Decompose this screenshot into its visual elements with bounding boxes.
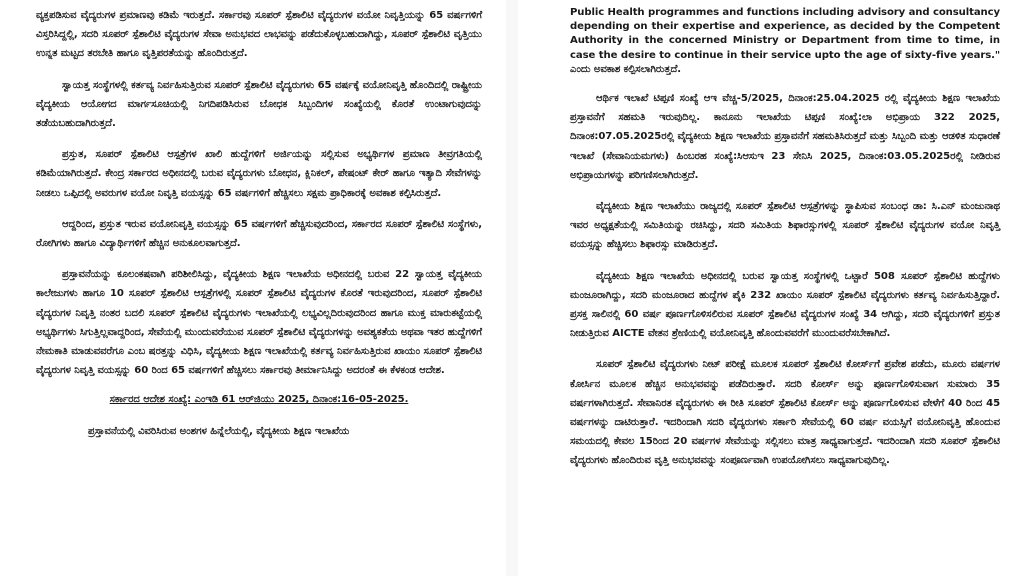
paragraph-english-quote: Public Health programmes and functions including advisory and consultancy depending on their expertise and experience, as decided by the Competent Authority in the concerned Ministry or Department from time to time, in case the desire to continue in their service upto the age of sixty-five years." ಎಂದು ಅವಕಾಶ ಕಲ್ಪಿಸಲಾಗಿರುತ್ತದೆ.: [570, 7, 1000, 75]
paragraph-vacancy-applicants: ಪ್ರಸ್ತುತ, ಸೂಪರ್ ಸ್ಪೆಶಾಲಿಟಿ ಆಸ್ಪತ್ರೆಗಳ ಖಾಲಿ ಹುದ್ದೆಗಳಿಗೆ ಅರ್ಜಿಯನ್ನು ಸಲ್ಲಿಸುವ ಅಭ್ಯರ್ಥಿಗಳ ಪ್ರಮಾಣ ತೀವ್ರಗತಿಯಲ್ಲಿ ಕಡಿಮೆಯಾಗಿರುತ್ತದೆ. ಕೇಂದ್ರ ಸರ್ಕಾರದ ಅಧೀನದಲ್ಲಿ ಬರುವ ವೈದ್ಯರುಗಳು ಬೋಧನ, ಕ್ಲಿನಿಕಲ್, ಪೇಷಂಟ್ ಕೇರ್ ಹಾಗೂ ಇತ್ಯಾದಿ ಸೇವೆಗಳನ್ನು ನೀಡಲು ಒಪ್ಪಿದಲ್ಲಿ ಅವರುಗಳ ವಯೋ ನಿವೃತ್ತಿ ವಯಸ್ಸನ್ನು 65 ವರ್ಷಗಳಿಗೆ ಹೆಚ್ಚಿಸಲು ಸಕ್ಷಮ ಪ್ರಾಧಿಕಾರಕ್ಕೆ ಅವಕಾಶ ಕಲ್ಪಿಸಿರುತ್ತದೆ.: [36, 149, 482, 199]
government-order-number: ಸರ್ಕಾರದ ಆದೇಶ ಸಂಖ್ಯೆ: ಎಂಇಡಿ 61 ಆರ್‌ಜಿಯು 2025, ದಿನಾಂಕ:16-05-2025.: [109, 394, 409, 406]
paragraph-sanctioned-posts: ವೈದ್ಯಕೀಯ ಶಿಕ್ಷಣ ಇಲಾಖೆಯ ಅಧೀನದಲ್ಲಿ ಬರುವ ಸ್ವಾಯತ್ತ ಸಂಸ್ಥೆಗಳಲ್ಲಿ ಒಟ್ಟಾರೆ 508 ಸೂಪರ್ ಸ್ಪೆಶಾಲಿಟಿ ಹುದ್ದೆಗಳು ಮಂಜೂರಾಗಿದ್ದು, ಸದರಿ ಮಂಜೂರಾದ ಹುದ್ದೆಗಳ ಪೈಕಿ 232 ಖಾಯಂ ಸೂಪರ್ ಸ್ಪೆಶಾಲಿಟಿ ವೈದ್ಯರುಗಳು ಕರ್ತವ್ಯ ನಿರ್ವಹಿಸುತ್ತಿದ್ದಾರೆ. ಪ್ರಸಕ್ತ ಸಾಲಿನಲ್ಲಿ 60 ವರ್ಷ ಪೂರ್ಣಗೊಳಿಸಲಿರುವ ಸೂಪರ್ ಸ್ಪೆಶಾಲಿಟಿ ವೈದ್ಯರುಗಳ ಸಂಖ್ಯೆ 34 ಆಗಿದ್ದು, ಸದರಿ ವೈದ್ಯರುಗಳಿಗೆ ಪ್ರಸ್ತುತ ನೀಡುತ್ತಿರುವ AICTE ವೇತನ ಶ್ರೇಣಿಯಲ್ಲಿ ವಯೋನಿವೃತ್ತಿ ಹೊಂದುವವರೆಗೆ ಮುಂದುವರೆಸಬೇಕಾಗಿದೆ.: [570, 270, 1000, 340]
paragraph-therefore: ಆದ್ದರಿಂದ, ಪ್ರಸ್ತುತ ಇರುವ ವಯೋನಿವೃತ್ತಿ ವಯಸ್ಸನ್ನು 65 ವರ್ಷಗಳಿಗೆ ಹೆಚ್ಚಿಸುವುದರಿಂದ, ಸರ್ಕಾರದ ಸೂಪರ್ ಸ್ಪೆಶಾಲಿಟಿ ಸಂಸ್ಥೆಗಳು, ರೋಗಿಗಳು ಹಾಗೂ ವಿದ್ಯಾರ್ಥಿಗಳಿಗೆ ಹೆಚ್ಚಿನ ಅನುಕೂಲವಾಗುತ್ತದೆ.: [36, 218, 482, 250]
paragraph-neet-course-experience: ಸೂಪರ್ ಸ್ಪೆಶಾಲಿಟಿ ವೈದ್ಯರುಗಳು ನೀಟ್ ಪರೀಕ್ಷೆ ಮೂಲಕ ಸೂಪರ್ ಸ್ಪೆಶಾಲಿಟಿ ಕೋರ್ಸ್‌ಗೆ ಪ್ರವೇಶ ಪಡೆದು, ಮೂರು ವರ್ಷಗಳ ಕೋರ್ಸಿನ ಮೂಲಕ ಹೆಚ್ಚಿನ ಅನುಭವವನ್ನು ಪಡೆದಿರುತ್ತಾರೆ. ಸದರಿ ಕೋರ್ಸ್ ಅನ್ನು ಪೂರ್ಣಗೊಳಿಸುವಾಗ ಸುಮಾರು 35 ವರ್ಷಗಳಾಗಿರುತ್ತದೆ. ಸೇವಾನಿರತ ವೈದ್ಯರುಗಳು ಈ ರೀತಿ ಸೂಪರ್ ಸ್ಪೆಶಾಲಿಟಿ ಕೋರ್ಸ್ ಅನ್ನು ಪೂರ್ಣಗೊಳಿಸುವ ವೇಳೆಗೆ 40 ರಿಂದ 45 ವರ್ಷಗಳನ್ನು ದಾಟಿರುತ್ತಾರೆ. ಇದರಿಂದಾಗಿ ಸದರಿ ವೈದ್ಯರುಗಳು ಸರ್ಕಾರಿ ಸೇವೆಯಲ್ಲಿ 60 ವರ್ಷ ವಯಸ್ಸಿಗೆ ವಯೋನಿವೃತ್ತಿ ಹೊಂದುವ ಸಮಯದಲ್ಲಿ ಕೇವಲ 15ರಿಂದ 20 ವರ್ಷಗಳ ಸೇವೆಯನ್ನು ಸಲ್ಲಿಸಲು ಮಾತ್ರ ಸಾಧ್ಯವಾಗುತ್ತದೆ. ಇದರಿಂದಾಗಿ ಸದರಿ ಸೂಪರ್ ಸ್ಪೆಶಾಲಿಟಿ ವೈದ್ಯರುಗಳು ಹೊಂದಿರುವ ವೃತ್ತಿ ಅನುಭವವನ್ನು ಸಂಪೂರ್ಣವಾಗಿ ಉಪಯೋಗಿಸಲು ಸಾಧ್ಯವಾಗುವುದಿಲ್ಲ.: [570, 359, 1000, 467]
left-document-page: [0, 0, 506, 576]
page-gutter: [506, 0, 518, 576]
paragraph-finance-law-notes: ಆರ್ಥಿಕ ಇಲಾಖೆ ಟಿಪ್ಪಣಿ ಸಂಖ್ಯೆ ಆಇ ವೆಚ್ಚ-5/2025, ದಿನಾಂಕ:25.04.2025 ರಲ್ಲಿ ವೈದ್ಯಕೀಯ ಶಿಕ್ಷಣ ಇಲಾಖೆಯ ಪ್ರಸ್ತಾವನೆಗೆ ಸಹಮತಿ ಇರುವುದಿಲ್ಲ. ಕಾನೂನು ಇಲಾಖೆಯ ಟಿಪ್ಪಣಿ ಸಂಖ್ಯೆ:ಲಾ ಅಭಿಪ್ರಾಯ 322 2025, ದಿನಾಂಕ:07.05.2025ರಲ್ಲಿ ವೈದ್ಯಕೀಯ ಶಿಕ್ಷಣ ಇಲಾಖೆಯ ಪ್ರಸ್ತಾವನೆಗೆ ಸಹಮತಿಸಿರುತ್ತದೆ ಮತ್ತು ಸಿಬ್ಬಂದಿ ಮತ್ತು ಆಡಳಿತ ಸುಧಾರಣೆ ಇಲಾಖೆ (ಸೇವಾನಿಯಮಗಳು) ಹಿಂಬರಹ ಸಂಖ್ಯೆ:ಸಿಆಸುಇ 23 ಸೇನಿಸಿ 2025, ದಿನಾಂಕ:03.05.2025ರಲ್ಲಿ ನೀಡಿರುವ ಅಭಿಪ್ರಾಯಗಳನ್ನು ಪರಿಗಣಿಸಲಾಗಿರುತ್ತದೆ.: [570, 93, 1000, 181]
paragraph-proposal-examined: ಪ್ರಸ್ತಾವನೆಯನ್ನು ಕೂಲಂಕಷವಾಗಿ ಪರಿಶೀಲಿಸಿದ್ದು, ವೈದ್ಯಕೀಯ ಶಿಕ್ಷಣ ಇಲಾಖೆಯ ಅಧೀನದಲ್ಲಿ ಬರುವ 22 ಸ್ವಾಯತ್ತ ವೈದ್ಯಕೀಯ ಕಾಲೇಜುಗಳು ಹಾಗೂ 10 ಸೂಪರ್ ಸ್ಪೆಶಾಲಿಟಿ ಆಸ್ಪತ್ರೆಗಳಲ್ಲಿ ಸೂಪರ್ ಸ್ಪೆಶಾಲಿಟಿ ವೈದ್ಯರುಗಳ ಕೊರತೆ ಇರುವುದರಿಂದ, ಸೂಪರ್ ಸ್ಪೆಶಾಲಿಟಿ ವೈದ್ಯರುಗಳ ನಿವೃತ್ತಿ ನಂತರ ಬದಲಿ ಸೂಪರ್ ಸ್ಪೆಶಾಲಿಟಿ ವೈದ್ಯರುಗಳು ಇಲಾಖೆಯಲ್ಲಿ ಲಭ್ಯವಿಲ್ಲದಿರುವುದರಿಂದ ಹಾಗೂ ಮುಕ್ತ ಮಾರುಕಟ್ಟೆಯಲ್ಲಿ ಅಭ್ಯರ್ಥಿಗಳು ಸಿಗುತ್ತಿಲ್ಲವಾದ್ದರಿಂದ, ಸೇವೆಯಲ್ಲಿ ಮುಂದುವರೆಯುವ ಸೂಪರ್ ಸ್ಪೆಶಾಲಿಟಿ ವೈದ್ಯರುಗಳನ್ನು ಅವಶ್ಯಕತೆಯ ಅಥವಾ ಇತರ ಹುದ್ದೆಗಳಿಗೆ ನೇಮಕಾತಿ ಮಾಡುವವರೆಗೂ ಎಂಬ ಷರತ್ತನ್ನು ವಿಧಿಸಿ, ವೈದ್ಯಕೀಯ ಶಿಕ್ಷಣ ಇಲಾಖೆಯಲ್ಲಿ ಕರ್ತವ್ಯ ನಿರ್ವಹಿಸುತ್ತಿರುವ ಖಾಯಂ ಸೂಪರ್ ಸ್ಪೆಶಾಲಿಟಿ ವೈದ್ಯರುಗಳ ನಿವೃತ್ತಿ ವಯಸ್ಸನ್ನು 60 ರಿಂದ 65 ವರ್ಷಗಳಿಗೆ ಹೆಚ್ಚಿಸಲು ಸರ್ಕಾರವು ತೀರ್ಮಾನಿಸಿದ್ದು ಅದರಂತೆ ಈ ಕೆಳಕಂಡ ಆದೇಶ.: [36, 269, 482, 377]
left-page-text-column: [36, 6, 482, 453]
right-document-page: [518, 0, 1024, 576]
right-page-text-column: [570, 6, 1000, 483]
paragraph-committee-recommendation: ವೈದ್ಯಕೀಯ ಶಿಕ್ಷಣ ಇಲಾಖೆಯು ರಾಜ್ಯದಲ್ಲಿ ಸೂಪರ್ ಸ್ಪೆಶಾಲಿಟಿ ಆಸ್ಪತ್ರೆಗಳನ್ನು ಸ್ಥಾಪಿಸುವ ಸಂಬಂಧ ಡಾ: ಸಿ.ಎನ್ ಮಂಜುನಾಥ ಇವರ ಅಧ್ಯಕ್ಷತೆಯಲ್ಲಿ ಸಮಿತಿಯನ್ನು ರಚಿಸಿದ್ದು, ಸದರಿ ಸಮಿತಿಯ ಶಿಫಾರಸ್ಸುಗಳಲ್ಲಿ ಸೂಪರ್ ಸ್ಪೆಶಾಲಿಟಿ ವೈದ್ಯರುಗಳ ವಯೋ ನಿವೃತ್ತಿ ವಯಸ್ಸನ್ನು ಹೆಚ್ಚಿಸಲು ಶಿಫಾರಸ್ಸು ಮಾಡಿರುತ್ತದೆ.: [570, 201, 1000, 251]
paragraph-autonomous-institutions: ಸ್ವಾಯತ್ತ ಸಂಸ್ಥೆಗಳಲ್ಲಿ ಕರ್ತವ್ಯ ನಿರ್ವಹಿಸುತ್ತಿರುವ ಸೂಪರ್ ಸ್ಪೆಶಾಲಿಟಿ ವೈದ್ಯರುಗಳು 65 ವರ್ಷಕ್ಕೆ ವಯೋನಿವೃತ್ತಿ ಹೊಂದಿದಲ್ಲಿ ರಾಷ್ಟ್ರೀಯ ವೈದ್ಯಕೀಯ ಆಯೋಗದ ಮಾರ್ಗಸೂಚಿಯಲ್ಲಿ ನಿಗದಿಪಡಿಸಿರುವ ಬೋಧಕ ಸಿಬ್ಬಂದಿಗಳ ಸಂಖ್ಯೆಯಲ್ಲಿ ಕೊರತೆ ಉಂಟಾಗುವುದನ್ನು ತಡೆಯಬಹುದಾಗಿರುತ್ತದೆ.: [36, 79, 482, 130]
paragraph-cut-off-line: [36, 422, 482, 441]
cut-off-text: ಪ್ರಸ್ತಾವನೆಯಲ್ಲಿ ವಿವರಿಸಿರುವ ಅಂಶಗಳ ಹಿನ್ನೆಲೆಯಲ್ಲಿ, ವೈದ್ಯಕೀಯ ಶಿಕ್ಷಣ ಇಲಾಖೆಯ: [88, 425, 350, 437]
paragraph-retirement-benefit: ವ್ಯಕ್ತಪಡಿಸುವ ವೈದ್ಯರುಗಳ ಪ್ರಮಾಣವು ಕಡಿಮೆ ಇರುತ್ತದೆ. ಸರ್ಕಾರವು ಸೂಪರ್ ಸ್ಪೆಶಾಲಿಟಿ ವೈದ್ಯರುಗಳ ವಯೋ ನಿವೃತ್ತಿಯನ್ನು 65 ವರ್ಷಗಳಿಗೆ ವಿಸ್ತರಿಸಿದ್ದಲ್ಲಿ, ಸದರಿ ಸೂಪರ್ ಸ್ಪೆಶಾಲಿಟಿ ವೈದ್ಯರುಗಳ ಸೇವಾ ಅನುಭವದ ಲಾಭವನ್ನು ಪಡೆದುಕೊಳ್ಳಬಹುದಾಗಿದ್ದು, ಸೂಪರ್ ಸ್ಪೆಶಾಲಿಟಿ ವೃತ್ತಿಯು ಉನ್ನತ ಮಟ್ಟದ ತರಬೇತಿ ಹಾಗೂ ವೃತ್ತಿಪರತೆಯನ್ನು ಹೊಂದಿರುತ್ತದೆ.: [36, 10, 482, 60]
